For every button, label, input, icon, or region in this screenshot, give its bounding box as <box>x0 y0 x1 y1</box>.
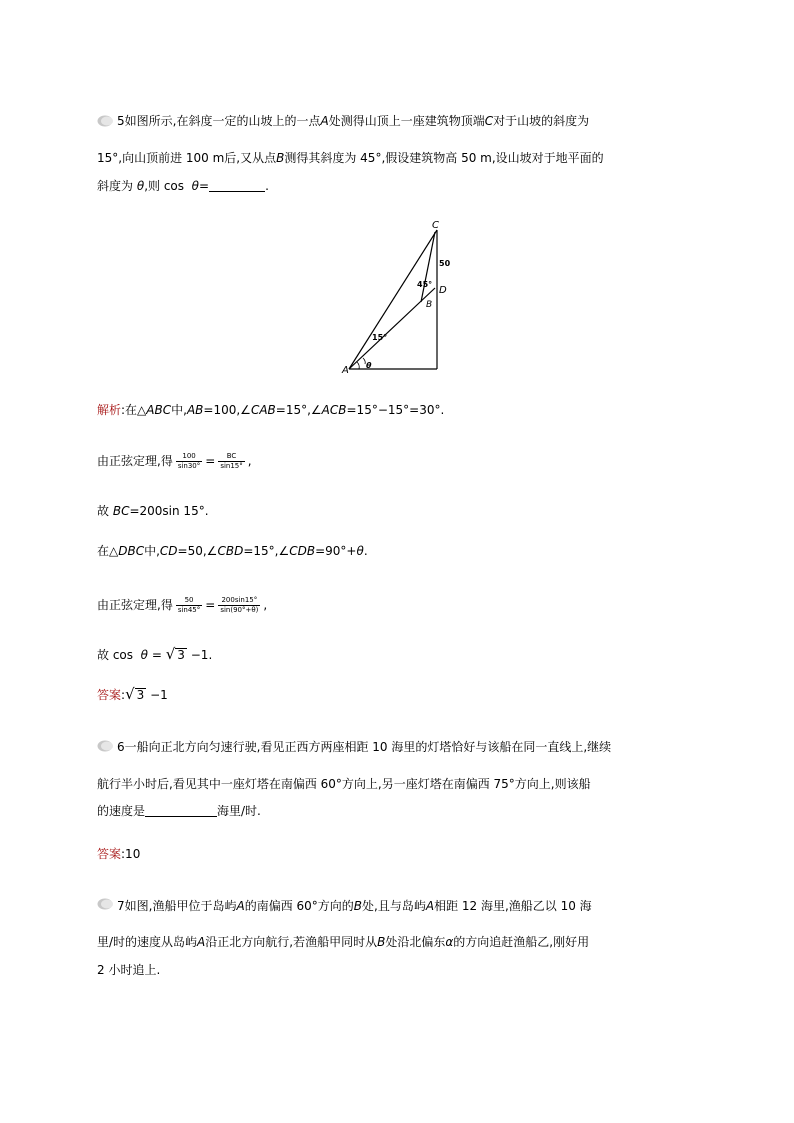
q7-text-2a: 里/时的速度从岛屿 <box>97 935 198 949</box>
triangle-figure <box>335 212 455 377</box>
question-badge-icon <box>97 898 115 910</box>
solution-text-3a: 故 <box>97 504 110 518</box>
solution-text-4e: =90°+ <box>315 544 357 558</box>
q5-text-3end: . <box>265 179 269 193</box>
solution-line-2 <box>97 452 252 471</box>
fraction-200sin15-sin90theta <box>218 596 260 615</box>
q6-text-1: 一船向正北方向匀速行驶,看见正西方两座相距 10 海里的灯塔恰好与该船在同一直线上,继续 <box>124 740 612 754</box>
q7-text-1c: 处,且与岛屿 <box>362 899 426 913</box>
fraction-50-sin45 <box>176 596 202 615</box>
q7-text-2b: 沿正北方向航行,若渔船甲同时从 <box>205 935 378 949</box>
q5-text-3c: = <box>199 179 210 193</box>
answer5-radicand: 3 <box>136 688 145 702</box>
solution-var-theta: θ <box>356 544 364 558</box>
q6-text-3b: 海里/时. <box>217 804 261 818</box>
figure-label-b: B <box>426 300 433 310</box>
q5-text-2a: 15°,向山顶前进 100 m后,又从点 <box>97 151 277 165</box>
solution-var-cbd: CBD <box>217 544 244 558</box>
q7-var-b: B <box>353 899 363 913</box>
q7-var-alpha: α <box>445 935 454 949</box>
question-badge-icon <box>97 115 115 127</box>
q5-var-theta: θ <box>136 179 145 193</box>
solution-var-dbc: DBC <box>118 544 145 558</box>
solution-text-6b: = <box>151 648 162 662</box>
square-root-icon: √ <box>125 685 135 703</box>
solution-text-4d: =15°,∠ <box>243 544 290 558</box>
solution-text-1b: 中, <box>171 403 187 417</box>
figure-label-d: D <box>439 285 447 296</box>
question-badge-icon <box>97 740 115 752</box>
solution-text-5: 由正弦定理,得 <box>97 598 173 612</box>
q7-text-1b: 的南偏西 60°方向的 <box>244 899 354 913</box>
solution-line-3 <box>97 503 209 519</box>
q7-text-1d: 相距 12 海里,渔船乙以 10 海 <box>434 899 592 913</box>
fraction-numerator: BC <box>218 452 244 462</box>
answer5-colon: : <box>121 688 126 702</box>
q7-line-3 <box>97 962 160 978</box>
q5-number: 5 <box>117 114 125 128</box>
q5-var-c: C <box>484 114 494 128</box>
solution-var-theta-2: θ <box>140 648 148 662</box>
q7-line-2 <box>97 934 589 950</box>
solution-text-4c: =50,∠ <box>177 544 218 558</box>
solution-text-6a: 故 cos <box>97 648 134 662</box>
solution-text-2: 由正弦定理,得 <box>97 454 173 468</box>
solution-var-cd: CD <box>159 544 178 558</box>
solution-text-1a: :在△ <box>121 403 147 417</box>
q6-answer-blank <box>145 804 217 817</box>
q5-text-2b: 测得其斜度为 45°,假设建筑物高 50 m,设山坡对于地平面的 <box>284 151 604 165</box>
q5-text-3a: 斜度为 <box>97 179 134 193</box>
solution-text-1d: =15°,∠ <box>275 403 322 417</box>
fraction-denominator: sin(90°+θ) <box>220 606 259 614</box>
equals-sign: = <box>205 454 216 468</box>
solution-var-acb: ACB <box>321 403 347 417</box>
answer5-rest: −1 <box>150 688 168 702</box>
solution-text-4a: 在△ <box>97 544 119 558</box>
figure-label-a: A <box>342 365 349 376</box>
solution-var-cdb: CDB <box>289 544 316 558</box>
figure-label-50: 50 <box>439 259 451 268</box>
figure-line-bc <box>421 232 435 302</box>
q5-var-b: B <box>276 151 285 165</box>
q5-text-1a: 如图所示,在斜度一定的山坡上的一点 <box>124 114 321 128</box>
figure-label-45: 45° <box>417 280 433 289</box>
solution-text-5end: , <box>263 598 268 612</box>
q5-var-a: A <box>320 114 329 128</box>
solution-text-4f: . <box>363 544 368 558</box>
q5-line-2 <box>97 150 604 166</box>
solution-tag: 解析 <box>97 403 122 417</box>
q7-var-a-3: A <box>197 935 206 949</box>
q6-line-2 <box>97 776 591 792</box>
q6-number: 6 <box>117 740 125 754</box>
fraction-100-sin30 <box>176 452 202 471</box>
solution-text-4b: 中, <box>144 544 160 558</box>
solution-var-bc: BC <box>112 504 130 518</box>
answer6-value: :10 <box>121 847 141 861</box>
solution-text-6c: −1. <box>190 648 213 662</box>
q5-text-3b: ,则 cos <box>144 179 185 193</box>
solution-line-1 <box>97 402 444 418</box>
solution-text-3b: =200sin 15°. <box>129 504 209 518</box>
fraction-numerator: 100 <box>176 452 202 462</box>
q5-var-theta-2: θ <box>191 179 199 193</box>
solution-line-6 <box>97 646 212 663</box>
q7-var-b-2: B <box>377 935 386 949</box>
q7-text-2d: 的方向追赶渔船乙,刚好用 <box>453 935 590 949</box>
figure-line-ac <box>349 230 437 369</box>
figure-label-c: C <box>432 220 439 231</box>
figure-label-theta: θ <box>366 361 372 370</box>
solution-line-5 <box>97 596 267 615</box>
answer6-line <box>97 846 140 862</box>
solution-line-4 <box>97 543 368 559</box>
q7-text-1a: 如图,渔船甲位于岛屿 <box>124 899 237 913</box>
q5-line-1 <box>117 113 589 129</box>
figure-angle-arc-theta <box>357 362 359 369</box>
solution-text-2end: , <box>247 454 252 468</box>
fraction-bc-sin15 <box>218 452 244 471</box>
q5-text-1b: 处测得山顶上一座建筑物顶端 <box>328 114 485 128</box>
q5-text-1c: 对于山坡的斜度为 <box>493 114 590 128</box>
q5-answer-blank <box>209 179 265 192</box>
fraction-denominator: sin15° <box>220 462 243 470</box>
solution-text-1c: =100,∠ <box>203 403 251 417</box>
sqrt-radicand: 3 <box>177 648 185 662</box>
solution-var-abc: ABC <box>146 403 172 417</box>
q5-line-3 <box>97 178 269 194</box>
q6-line-3 <box>97 803 261 819</box>
q7-var-a: A <box>236 899 245 913</box>
equals-sign: = <box>205 598 216 612</box>
q6-line-1 <box>117 739 611 755</box>
fraction-numerator: 200sin15° <box>218 596 260 606</box>
q7-text-2c: 处沿北偏东 <box>385 935 446 949</box>
answer5-line <box>97 686 168 703</box>
q7-text-3: 2 小时追上. <box>97 963 161 977</box>
answer6-tag: 答案 <box>97 847 122 861</box>
q7-var-a-2: A <box>425 899 435 913</box>
fraction-denominator: sin45° <box>177 606 201 614</box>
q6-text-2: 航行半小时后,看见其中一座灯塔在南偏西 60°方向上,另一座灯塔在南偏西 75°方向上,则该船 <box>97 777 591 791</box>
solution-var-cab: CAB <box>250 403 276 417</box>
solution-text-1e: =15°−15°=30°. <box>346 403 445 417</box>
q7-number: 7 <box>117 899 125 913</box>
square-root-icon: √ <box>165 645 176 663</box>
q7-line-1 <box>117 898 592 914</box>
fraction-denominator: sin30° <box>177 462 201 470</box>
figure-label-15: 15° <box>372 333 388 342</box>
q6-text-3a: 的速度是 <box>97 804 146 818</box>
solution-var-ab: AB <box>186 403 204 417</box>
answer5-tag: 答案 <box>97 688 122 702</box>
figure-angle-arc-15 <box>363 358 365 364</box>
fraction-numerator: 50 <box>176 596 202 606</box>
